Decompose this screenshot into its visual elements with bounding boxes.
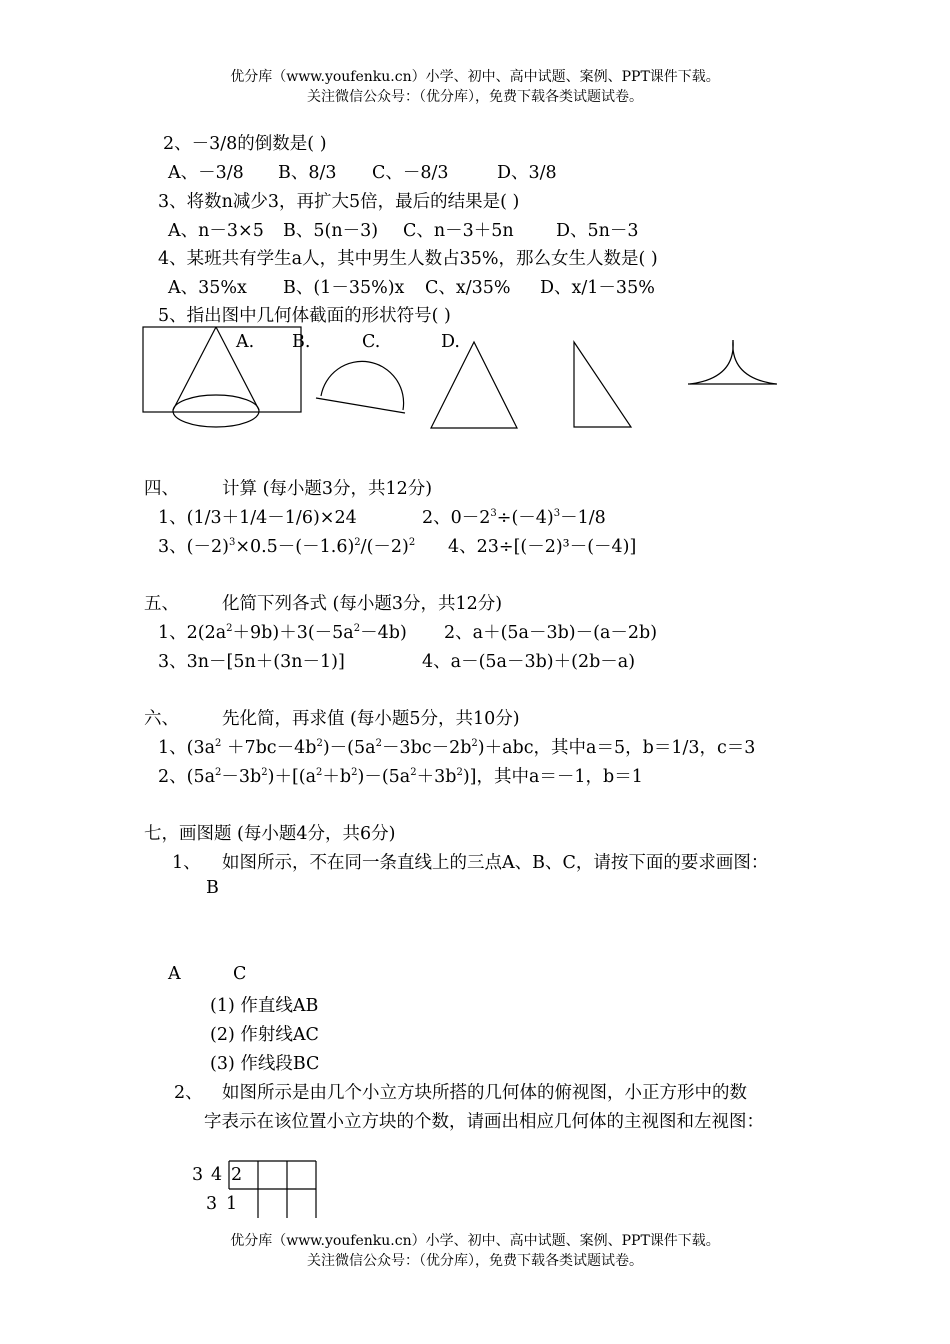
q5-label-d: D. [441, 332, 460, 352]
s7-q1-text: 如图所示，不在同一条直线上的三点A、B、C，请按下面的要求画图： [222, 853, 769, 873]
s6-problem-1: 1、$(3a^2 +7bc-4b^2)-(5a^2-3bc-2b^2)+abc$，其中a＝5，b＝1/3，c＝3 [158, 738, 756, 758]
q3-option-a: A、n－3×5 [168, 221, 264, 241]
s7-step-1: (1) 作直线AB [210, 996, 319, 1016]
q3-option-d: D、5n－3 [556, 221, 639, 241]
s6-problem-2: 2、$(5a^2-3b^2)+[(a^2+b^2)-(5a^2+3b^2)]$，其中a＝－1，b＝1 [158, 767, 643, 787]
q4-option-c: C、x/35% [425, 278, 511, 298]
s7-step-2: (2) 作射线AC [210, 1025, 319, 1045]
header-line-2: 关注微信公众号：（优分库），免费下载各类试题试卷。 [307, 89, 643, 105]
s5-problem-3: 3、3n－[5n＋(3n－1)] [158, 652, 345, 672]
s5-problem-2: 2、a＋(5a－3b)－(a－2b) [444, 623, 658, 643]
grid-outside-number-4: 4 [211, 1165, 223, 1185]
s7-title: 七，画图题 (每小题4分，共6分) [144, 824, 396, 844]
q4-stem: 4、某班共有学生a人，其中男生人数占35%，那么女生人数是( ) [158, 249, 658, 269]
s7-q2-line-2: 字表示在该位置小立方块的个数，请画出相应几何体的主视图和左视图： [204, 1112, 764, 1132]
q4-option-d: D、x/1－35% [540, 278, 655, 298]
q2-option-b: B、8/3 [278, 163, 337, 183]
s7-q2-line-1: 如图所示是由几个小立方块所搭的几何体的俯视图，小正方形中的数 [222, 1083, 747, 1103]
s7-q2-number: 2、 [174, 1083, 203, 1103]
q3-option-b: B、5(n－3) [283, 221, 379, 241]
s4-problem-3: 3、$(-2)^3\times 0.5-(-1.6)^2/(-2)^2$ [158, 537, 416, 557]
grid-cell-number-2: 2 [231, 1165, 243, 1185]
q5-label-b: B. [292, 332, 311, 352]
s4-problem-1: 1、(1/3＋1/4－1/6)×24 [158, 508, 357, 528]
q2-stem: 2、－3/8的倒数是( ) [163, 134, 327, 154]
q5-label-a: A. [236, 332, 255, 352]
s5-title: 化简下列各式 (每小题3分，共12分) [222, 594, 503, 614]
footer-line-1: 优分库（www.youfenku.cn）小学、初中、高中试题、案例、PPT课件下载。 [230, 1233, 720, 1249]
q4-option-a: A、35%x [168, 278, 247, 298]
s4-title: 计算 (每小题3分，共12分) [222, 479, 433, 499]
s6-title-num: 六、 [144, 709, 179, 729]
s4-problem-2: 2、$0-2^3\div(-4)^3-1/8$ [422, 508, 606, 528]
grid-outside-number-3: 3 [192, 1165, 204, 1185]
q3-stem: 3、将数n减少3，再扩大5倍，最后的结果是( ) [158, 192, 520, 212]
q4-option-b: B、(1－35%)x [283, 278, 405, 298]
header-line-1: 优分库（www.youfenku.cn）小学、初中、高中试题、案例、PPT课件下载。 [230, 69, 720, 85]
q3-option-c: C、n－3＋5n [403, 221, 514, 241]
grid-row2-number-3: 3 [206, 1194, 218, 1214]
s6-title: 先化简，再求值 (每小题5分，共10分) [222, 709, 520, 729]
point-a-label: A [168, 964, 181, 984]
point-c-label: C [233, 964, 247, 984]
s4-problem-4: 4、23÷[(－2)³－(－4)] [448, 537, 637, 557]
q2-option-d: D、3/8 [497, 163, 557, 183]
q5-label-c: C. [362, 332, 381, 352]
s4-title-num: 四、 [144, 479, 179, 499]
s5-problem-1: 1、$2(2a^2+9b)+3(-5a^2-4b)$ [158, 623, 407, 643]
q5-stem: 5、指出图中几何体截面的形状符号( ) [158, 306, 451, 326]
q2-option-a: A、－3/8 [168, 163, 244, 183]
point-b-label: B [206, 878, 219, 898]
s5-title-num: 五、 [144, 594, 179, 614]
s5-problem-4: 4、a－(5a－3b)＋(2b－a) [422, 652, 636, 672]
footer-line-2: 关注微信公众号：（优分库），免费下载各类试题试卷。 [307, 1253, 643, 1269]
grid-row2-number-1: 1 [226, 1194, 238, 1214]
s7-step-3: (3) 作线段BC [210, 1054, 320, 1074]
s7-q1-number: 1、 [172, 853, 201, 873]
q2-option-c: C、－8/3 [372, 163, 449, 183]
